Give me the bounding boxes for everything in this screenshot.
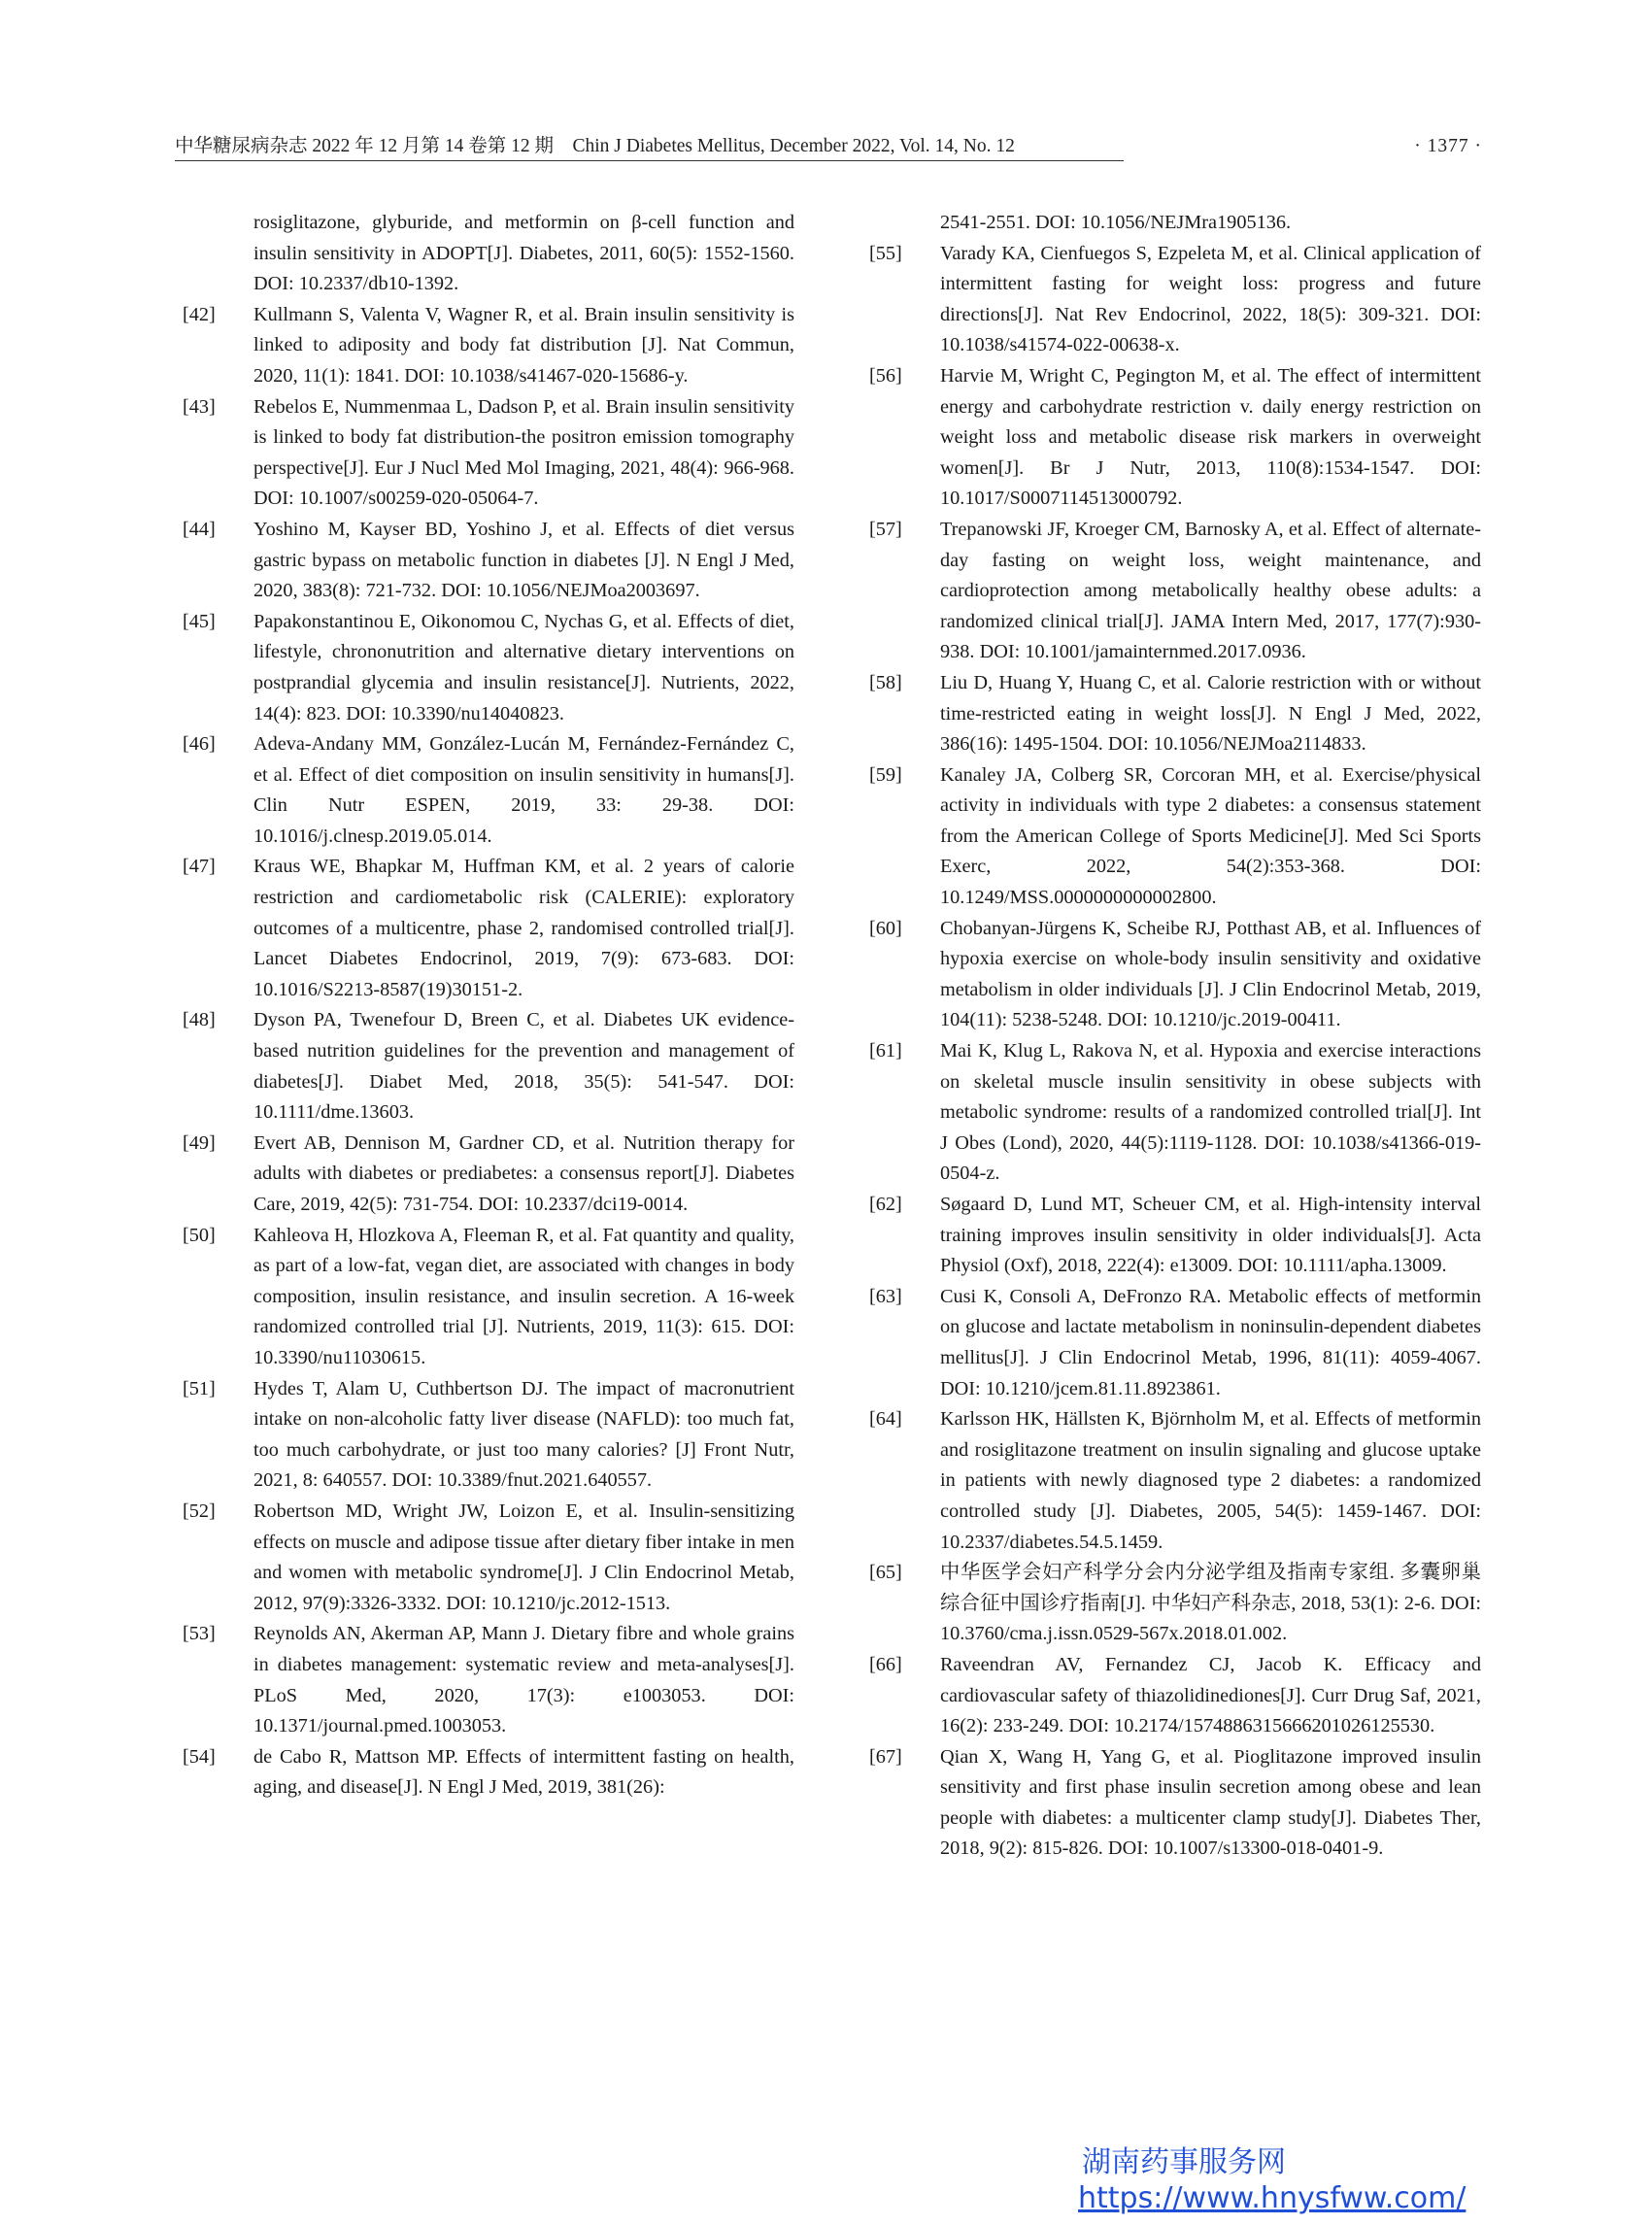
reference-number: [55] bbox=[869, 242, 902, 264]
reference-item bbox=[869, 1036, 1481, 1190]
running-header bbox=[175, 132, 1482, 161]
reference-number: [63] bbox=[869, 1285, 902, 1307]
reference-item bbox=[869, 1650, 1481, 1742]
reference-text: Dyson PA, Twenefour D, Breen C, et al. Diabetes UK evidence-based nutrition guidelines for the prevention and management of diabetes[J]. Diabet Med, 2018, 35(5): 541-547. DOI: 10.1111/dme.13603. bbox=[253, 1009, 794, 1124]
reference-text: Trepanowski JF, Kroeger CM, Barnosky A, et al. Effect of alternate-day fasting on weight loss, weight maintenance, and cardioprotection among metabolically healthy obese adults: a randomized clinical trial[J]. JAMA Intern Med, 2017, 177(7):930-938. DOI: 10.1001/jamainternmed.2017.0936. bbox=[940, 518, 1481, 663]
journal-running-title: 中华糖尿病杂志 2022 年 12 月第 14 卷第 12 期 Chin J Diabetes Mellitus, December 2022, Vol. 14, No. 12 bbox=[175, 136, 1015, 156]
reference-item bbox=[869, 1404, 1481, 1558]
reference-text: Søgaard D, Lund MT, Scheuer CM, et al. High-intensity interval training improves insulin sensitivity in older individuals[J]. Acta Physiol (Oxf), 2018, 222(4): e13009. DOI: 10.1111/apha.13009. bbox=[940, 1194, 1481, 1277]
reference-item bbox=[869, 760, 1481, 914]
reference-number: [56] bbox=[869, 364, 902, 387]
reference-continuation: rosiglitazone, glyburide, and metformin on β-cell function and insulin sensitivity in ADOPT[J]. Diabetes, 2011, 60(5): 1552-1560. DOI: 10.2337/db10-1392. bbox=[253, 212, 794, 295]
reference-number: [65] bbox=[869, 1562, 902, 1584]
reference-item bbox=[183, 300, 794, 392]
reference-text: Harvie M, Wright C, Pegington M, et al. The effect of intermittent energy and carbohydrate restriction v. daily energy restriction on weight loss and metabolic disease risk markers in overweight women[J]. Br J Nutr, 2013, 110(8):1534-1547. DOI: 10.1017/S0007114513000792. bbox=[940, 364, 1481, 510]
reference-text: Yoshino M, Kayser BD, Yoshino J, et al. Effects of diet versus gastric bypass on metabolic function in diabetes [J]. N Engl J Med, 2020, 383(8): 721-732. DOI: 10.1056/NEJMoa2003697. bbox=[253, 518, 794, 602]
reference-number: [52] bbox=[183, 1500, 216, 1522]
reference-item bbox=[869, 1190, 1481, 1282]
reference-item bbox=[869, 361, 1481, 515]
reference-text: Mai K, Klug L, Rakova N, et al. Hypoxia and exercise interactions on skeletal muscle insulin sensitivity in obese subjects with metabolic syndrome: results of a randomized controlled trial[J]. Int J Obes (Lond), 2020, 44(5):1119-1128. DOI: 10.1038/s41366-019-0504-z. bbox=[940, 1040, 1481, 1185]
reference-text: Cusi K, Consoli A, DeFronzo RA. Metabolic effects of metformin on glucose and lactate metabolism in noninsulin-dependent diabetes mellitus[J]. J Clin Endocrinol Metab, 1996, 81(11): 4059-4067. DOI: 10.1210/jcem.81.11.8923861. bbox=[940, 1285, 1481, 1399]
reference-text: Karlsson HK, Hällsten K, Björnholm M, et al. Effects of metformin and rosiglitazone treatment on insulin signaling and glucose uptake in patients with newly diagnosed type 2 diabetes: a randomized controlled study [J]. Diabetes, 2005, 54(5): 1459-1467. DOI: 10.2337/diabetes.54.5.1459. bbox=[940, 1408, 1481, 1553]
reference-text: 中华医学会妇产科学分会内分泌学组及指南专家组. 多囊卵巢综合征中国诊疗指南[J]. 中华妇产科杂志, 2018, 53(1): 2-6. DOI: 10.3760/cma.j.issn.0529-567x.2018.01.002. bbox=[940, 1562, 1481, 1645]
reference-item bbox=[183, 1221, 794, 1374]
reference-item bbox=[869, 914, 1481, 1036]
reference-number: [58] bbox=[869, 671, 902, 693]
reference-number: [67] bbox=[869, 1745, 902, 1768]
reference-number: [57] bbox=[869, 518, 902, 540]
reference-text: Evert AB, Dennison M, Gardner CD, et al. Nutrition therapy for adults with diabetes or prediabetes: a consensus report[J]. Diabetes Care, 2019, 42(5): 731-754. DOI: 10.2337/dci19-0014. bbox=[253, 1131, 794, 1215]
page-number: · 1377 · bbox=[1414, 136, 1482, 156]
watermark-site-name: 湖南药事服务网 bbox=[1082, 2145, 1286, 2179]
reference-item bbox=[869, 1742, 1481, 1865]
reference-number: [64] bbox=[869, 1408, 902, 1431]
reference-item bbox=[183, 1005, 794, 1128]
reference-text: Hydes T, Alam U, Cuthbertson DJ. The impact of macronutrient intake on non-alcoholic fatty liver disease (NAFLD): too much fat, too much carbohydrate, or just too many calories? [J] Front Nutr, 2021, 8: 640557. DOI: 10.3389/fnut.2021.640557. bbox=[253, 1377, 794, 1492]
reference-number: [59] bbox=[869, 763, 902, 786]
reference-item bbox=[183, 1374, 794, 1497]
reference-text: Kraus WE, Bhapkar M, Huffman KM, et al. 2 years of calorie restriction and cardiometabolic risk (CALERIE): exploratory outcomes of a multicentre, phase 2, randomised controlled trial[J]. Lancet Diabetes Endocrinol, 2019, 7(9): 673-683. DOI: 10.1016/S2213-8587(19)30151-2. bbox=[253, 856, 794, 1000]
reference-list-left bbox=[183, 300, 794, 1804]
reference-number: [45] bbox=[183, 610, 216, 632]
reference-number: [50] bbox=[183, 1224, 216, 1246]
reference-text: Varady KA, Cienfuegos S, Ezpeleta M, et al. Clinical application of intermittent fasting for weight loss: progress and future directions[J]. Nat Rev Endocrinol, 2022, 18(5): 309-321. DOI: 10.1038/s41574-022-00638-x. bbox=[940, 242, 1481, 356]
reference-item bbox=[183, 1497, 794, 1619]
reference-item bbox=[869, 668, 1481, 760]
reference-item bbox=[869, 515, 1481, 668]
header-rule bbox=[175, 160, 1124, 161]
reference-item bbox=[869, 239, 1481, 361]
reference-number: [60] bbox=[869, 917, 902, 939]
reference-item bbox=[183, 1619, 794, 1741]
reference-item bbox=[183, 607, 794, 729]
reference-number: [44] bbox=[183, 518, 216, 540]
reference-number: [42] bbox=[183, 303, 216, 325]
reference-continuation: 2541-2551. DOI: 10.1056/NEJMra1905136. bbox=[940, 212, 1292, 233]
reference-text: de Cabo R, Mattson MP. Effects of intermittent fasting on health, aging, and disease[J]. N Engl J Med, 2019, 381(26): bbox=[253, 1745, 794, 1799]
reference-number: [51] bbox=[183, 1377, 216, 1399]
reference-number: [43] bbox=[183, 395, 216, 418]
reference-item bbox=[183, 852, 794, 1005]
reference-text: Adeva-Andany MM, González-Lucán M, Fernández-Fernández C, et al. Effect of diet composition on insulin sensitivity in humans[J]. Clin Nutr ESPEN, 2019, 33: 29-38. DOI: 10.1016/j.clnesp.2019.05.014. bbox=[253, 733, 794, 847]
reference-number: [54] bbox=[183, 1745, 216, 1768]
reference-text: Reynolds AN, Akerman AP, Mann J. Dietary fibre and whole grains in diabetes management: systematic review and meta-analyses[J]. PLoS Med, 2020, 17(3): e1003053. DOI: 10.1371/journal.pmed.1003053. bbox=[253, 1623, 794, 1737]
reference-number: [47] bbox=[183, 856, 216, 878]
reference-column-left bbox=[183, 208, 794, 1804]
reference-item bbox=[183, 515, 794, 607]
reference-number: [61] bbox=[869, 1040, 902, 1062]
reference-text: Rebelos E, Nummenmaa L, Dadson P, et al. Brain insulin sensitivity is linked to body fat distribution-the positron emission tomography perspective[J]. Eur J Nucl Med Mol Imaging, 2021, 48(4): 966-968. DOI: 10.1007/s00259-020-05064-7. bbox=[253, 395, 794, 510]
reference-number: [66] bbox=[869, 1653, 902, 1675]
reference-text: Kahleova H, Hlozkova A, Fleeman R, et al. Fat quantity and quality, as part of a low-fat, vegan diet, are associated with changes in body composition, insulin resistance, and insulin secretion. A 16-week randomized controlled trial [J]. Nutrients, 2019, 11(3): 615. DOI: 10.3390/nu11030615. bbox=[253, 1224, 794, 1368]
reference-item bbox=[869, 1282, 1481, 1404]
reference-text: Raveendran AV, Fernandez CJ, Jacob K. Efficacy and cardiovascular safety of thiazolidinediones[J]. Curr Drug Saf, 2021, 16(2): 233-249. DOI: 10.2174/1574886315666201026125530. bbox=[940, 1653, 1481, 1737]
reference-number: [49] bbox=[183, 1131, 216, 1154]
reference-item bbox=[183, 1742, 794, 1804]
reference-text: Qian X, Wang H, Yang G, et al. Pioglitazone improved insulin sensitivity and first phase insulin secretion among obese and lean people with diabetes: a multicenter clamp study[J]. Diabetes Ther, 2018, 9(2): 815-826. DOI: 10.1007/s13300-018-0401-9. bbox=[940, 1745, 1481, 1860]
reference-item bbox=[183, 392, 794, 515]
reference-number: [53] bbox=[183, 1623, 216, 1645]
reference-number: [46] bbox=[183, 733, 216, 756]
watermark-url-link[interactable]: https://www.hnysfww.com/ bbox=[1078, 2181, 1467, 2215]
reference-text: Liu D, Huang Y, Huang C, et al. Calorie restriction with or without time-restricted eating in weight loss[J]. N Engl J Med, 2022, 386(16): 1495-1504. DOI: 10.1056/NEJMoa2114833. bbox=[940, 671, 1481, 756]
reference-text: Robertson MD, Wright JW, Loizon E, et al. Insulin-sensitizing effects on muscle and adipose tissue after dietary fiber intake in men and women with metabolic syndrome[J]. J Clin Endocrinol Metab, 2012, 97(9):3326-3332. DOI: 10.1210/jc.2012-1513. bbox=[253, 1500, 794, 1614]
site-watermark bbox=[1078, 2144, 1544, 2216]
reference-item bbox=[183, 1129, 794, 1221]
reference-number: [48] bbox=[183, 1009, 216, 1031]
reference-text: Kanaley JA, Colberg SR, Corcoran MH, et al. Exercise/physical activity in individuals with type 2 diabetes: a consensus statement from the American College of Sports Medicine[J]. Med Sci Sports Exerc, 2022, 54(2):353-368. DOI: 10.1249/MSS.0000000000002800. bbox=[940, 763, 1481, 909]
reference-text: Papakonstantinou E, Oikonomou C, Nychas G, et al. Effects of diet, lifestyle, chrononutrition and alternative dietary interventions on postprandial glycemia and insulin resistance[J]. Nutrients, 2022, 14(4): 823. DOI: 10.3390/nu14040823. bbox=[253, 610, 794, 725]
reference-item bbox=[869, 1558, 1481, 1650]
reference-list-right bbox=[869, 239, 1481, 1865]
reference-text: Kullmann S, Valenta V, Wagner R, et al. Brain insulin sensitivity is linked to adiposity and body fat distribution [J]. Nat Commun, 2020, 11(1): 1841. DOI: 10.1038/s41467-020-15686-y. bbox=[253, 303, 794, 387]
reference-column-right bbox=[869, 208, 1481, 1865]
reference-number: [62] bbox=[869, 1194, 902, 1215]
reference-text: Chobanyan-Jürgens K, Scheibe RJ, Potthast AB, et al. Influences of hypoxia exercise on whole-body insulin sensitivity and oxidative metabolism in older individuals [J]. J Clin Endocrinol Metab, 2019, 104(11): 5238-5248. DOI: 10.1210/jc.2019-00411. bbox=[940, 917, 1481, 1031]
reference-item bbox=[183, 729, 794, 852]
